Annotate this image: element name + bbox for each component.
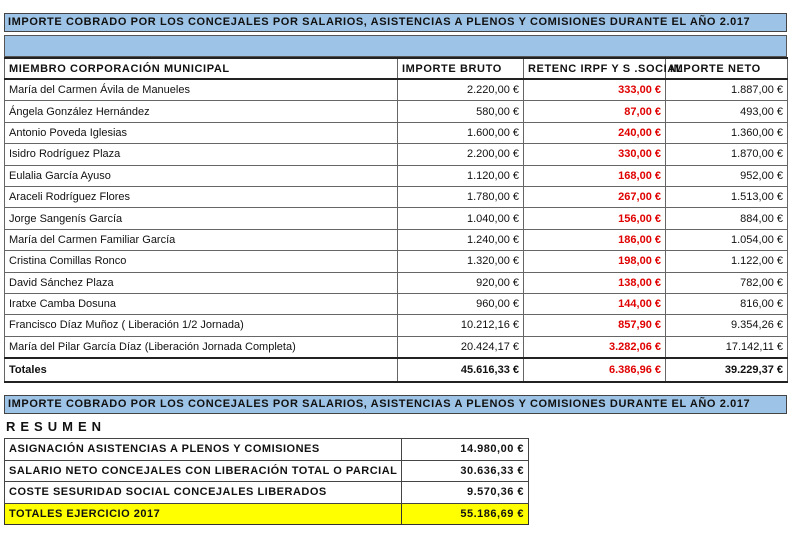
- member-name: Antonio Poveda Iglesias: [5, 122, 398, 143]
- column-header-member: MIEMBRO CORPORACIÓN MUNICIPAL: [5, 58, 398, 79]
- member-name: Francisco Díaz Muñoz ( Liberación 1/2 Jornada): [5, 315, 398, 336]
- gross-amount: 20.424,17 €: [398, 336, 524, 358]
- concejales-table: [4, 57, 788, 383]
- retention-amount: 156,00 €: [524, 208, 666, 229]
- table-row: [5, 229, 788, 250]
- totals-gross: 45.616,33 €: [398, 358, 524, 382]
- summary-label: COSTE SESURIDAD SOCIAL CONCEJALES LIBERADOS: [5, 482, 402, 504]
- net-amount: 1.122,00 €: [666, 251, 788, 272]
- gross-amount: 1.600,00 €: [398, 122, 524, 143]
- table-row: [5, 251, 788, 272]
- summary-row: [5, 482, 529, 504]
- table-row: [5, 272, 788, 293]
- page-title: IMPORTE COBRADO POR LOS CONCEJALES POR SALARIOS, ASISTENCIAS A PLENOS Y COMISIONES DURANTE EL AÑO 2.017: [4, 13, 787, 32]
- member-name: Ángela González Hernández: [5, 101, 398, 122]
- gross-amount: 10.212,16 €: [398, 315, 524, 336]
- column-header-retention: RETENC IRPF Y S .SOCIAL: [524, 58, 666, 79]
- net-amount: 1.054,00 €: [666, 229, 788, 250]
- summary-value: 14.980,00 €: [402, 439, 529, 461]
- gross-amount: 920,00 €: [398, 272, 524, 293]
- summary-row: [5, 439, 529, 461]
- retention-amount: 267,00 €: [524, 186, 666, 207]
- member-name: María del Carmen Ávila de Manueles: [5, 79, 398, 101]
- member-name: María del Pilar García Díaz (Liberación Jornada Completa): [5, 336, 398, 358]
- net-amount: 1.513,00 €: [666, 186, 788, 207]
- net-amount: 493,00 €: [666, 101, 788, 122]
- table-row: [5, 336, 788, 358]
- gross-amount: 960,00 €: [398, 293, 524, 314]
- gross-amount: 1.780,00 €: [398, 186, 524, 207]
- summary-total-row: [5, 503, 529, 525]
- summary-value: 30.636,33 €: [402, 460, 529, 482]
- gross-amount: 2.220,00 €: [398, 79, 524, 101]
- retention-amount: 240,00 €: [524, 122, 666, 143]
- column-header-gross: IMPORTE BRUTO: [398, 58, 524, 79]
- gross-amount: 1.120,00 €: [398, 165, 524, 186]
- summary-value: 9.570,36 €: [402, 482, 529, 504]
- column-header-net: IMPORTE NETO: [666, 58, 788, 79]
- member-name: Isidro Rodríguez Plaza: [5, 144, 398, 165]
- table-row: [5, 315, 788, 336]
- gross-amount: 1.320,00 €: [398, 251, 524, 272]
- totals-label: Totales: [5, 358, 398, 382]
- member-name: Cristina Comillas Ronco: [5, 251, 398, 272]
- net-amount: 782,00 €: [666, 272, 788, 293]
- net-amount: 816,00 €: [666, 293, 788, 314]
- table-row: [5, 79, 788, 101]
- retention-amount: 198,00 €: [524, 251, 666, 272]
- totals-retention: 6.386,96 €: [524, 358, 666, 382]
- table-row: [5, 293, 788, 314]
- retention-amount: 857,90 €: [524, 315, 666, 336]
- net-amount: 952,00 €: [666, 165, 788, 186]
- net-amount: 884,00 €: [666, 208, 788, 229]
- totals-row: [5, 358, 788, 382]
- summary-label: SALARIO NETO CONCEJALES CON LIBERACIÓN TOTAL O PARCIAL: [5, 460, 402, 482]
- gross-amount: 2.200,00 €: [398, 144, 524, 165]
- retention-amount: 330,00 €: [524, 144, 666, 165]
- summary-total-label: TOTALES EJERCICIO 2017: [5, 503, 402, 525]
- retention-amount: 144,00 €: [524, 293, 666, 314]
- retention-amount: 138,00 €: [524, 272, 666, 293]
- net-amount: 1.887,00 €: [666, 79, 788, 101]
- table-row: [5, 186, 788, 207]
- summary-label: ASIGNACIÓN ASISTENCIAS A PLENOS Y COMISIONES: [5, 439, 402, 461]
- table-row: [5, 208, 788, 229]
- member-name: Jorge Sangenís García: [5, 208, 398, 229]
- header-band: [4, 35, 787, 57]
- summary-heading: RESUMEN: [6, 419, 107, 434]
- summary-table: [4, 438, 529, 525]
- member-name: Iratxe Camba Dosuna: [5, 293, 398, 314]
- member-name: María del Carmen Familiar García: [5, 229, 398, 250]
- summary-total-value: 55.186,69 €: [402, 503, 529, 525]
- member-name: David Sánchez Plaza: [5, 272, 398, 293]
- table-row: [5, 165, 788, 186]
- retention-amount: 168,00 €: [524, 165, 666, 186]
- summary-title: IMPORTE COBRADO POR LOS CONCEJALES POR SALARIOS, ASISTENCIAS A PLENOS Y COMISIONES DURANTE EL AÑO 2.017: [4, 395, 787, 414]
- summary-row: [5, 460, 529, 482]
- retention-amount: 87,00 €: [524, 101, 666, 122]
- retention-amount: 333,00 €: [524, 79, 666, 101]
- member-name: Eulalia García Ayuso: [5, 165, 398, 186]
- gross-amount: 1.240,00 €: [398, 229, 524, 250]
- member-name: Araceli Rodríguez Flores: [5, 186, 398, 207]
- retention-amount: 186,00 €: [524, 229, 666, 250]
- gross-amount: 580,00 €: [398, 101, 524, 122]
- net-amount: 17.142,11 €: [666, 336, 788, 358]
- gross-amount: 1.040,00 €: [398, 208, 524, 229]
- net-amount: 9.354,26 €: [666, 315, 788, 336]
- net-amount: 1.360,00 €: [666, 122, 788, 143]
- table-row: [5, 101, 788, 122]
- net-amount: 1.870,00 €: [666, 144, 788, 165]
- totals-net: 39.229,37 €: [666, 358, 788, 382]
- table-row: [5, 144, 788, 165]
- retention-amount: 3.282,06 €: [524, 336, 666, 358]
- table-header-row: [5, 58, 788, 79]
- table-row: [5, 122, 788, 143]
